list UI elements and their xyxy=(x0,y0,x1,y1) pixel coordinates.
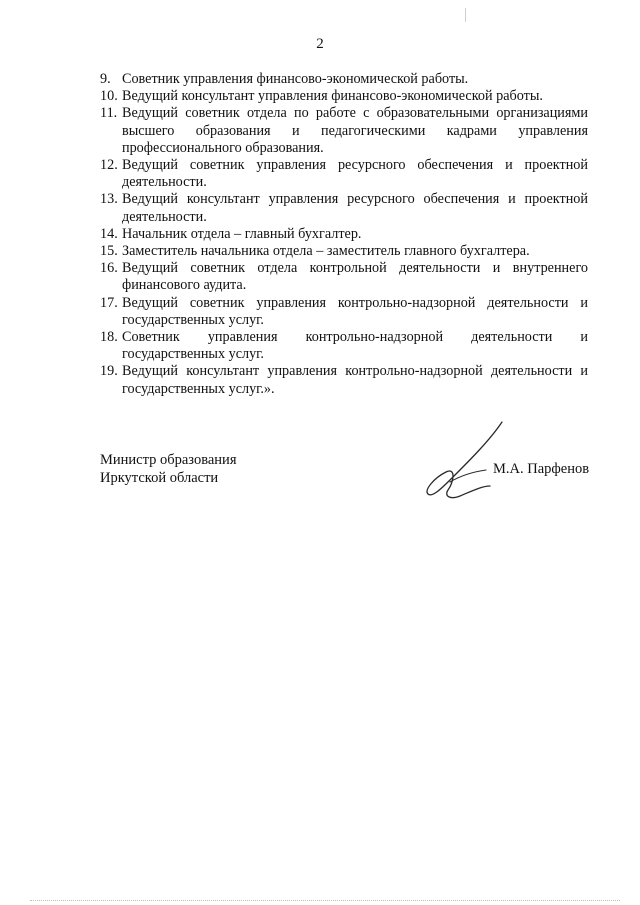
scan-artifact-mark xyxy=(465,8,466,22)
list-item xyxy=(100,363,588,397)
list-item xyxy=(100,71,588,88)
list-item-number: 18. xyxy=(100,329,118,346)
list-item-number: 19. xyxy=(100,363,118,380)
list-item-number: 15. xyxy=(100,243,118,260)
list-item xyxy=(100,260,588,294)
signatory-position xyxy=(100,452,236,487)
list-item-text: Заместитель начальника отдела – заместитель главного бухгалтера. xyxy=(122,243,530,260)
signatory-position-line-2: Иркутской области xyxy=(100,469,219,486)
list-item xyxy=(100,157,588,191)
list-item-number: 12. xyxy=(100,157,118,174)
list-item-text: Ведущий советник управления контрольно-надзорной деятельности и государственных услуг. xyxy=(122,294,588,328)
list-item-number: 14. xyxy=(100,225,118,242)
page-number: 2 xyxy=(316,36,324,52)
list-item-number: 17. xyxy=(100,294,118,311)
list-item-number: 13. xyxy=(100,191,118,208)
list-item xyxy=(100,88,588,105)
position-list xyxy=(100,71,588,398)
list-item-number: 9. xyxy=(100,71,111,87)
list-item-number: 11. xyxy=(100,105,118,122)
list-item-text: Ведущий советник отдела по работе с образовательными организациями высшего образования и педагогическими кадрами управления профессионального образования. xyxy=(122,105,588,156)
list-item-text: Ведущий советник отдела контрольной деятельности и внутреннего финансового аудита. xyxy=(122,260,588,294)
list-item xyxy=(100,191,588,225)
list-item-text: Ведущий консультант управления контрольно-надзорной деятельности и государственных услуг.». xyxy=(122,363,588,397)
list-item-text: Ведущий консультант управления ресурсного обеспечения и проектной деятельности. xyxy=(122,191,588,225)
list-item-number: 10. xyxy=(100,88,118,105)
list-item-text: Советник управления контрольно-надзорной деятельности и государственных услуг. xyxy=(122,329,588,363)
list-item xyxy=(100,295,588,329)
list-item-text: Советник управления финансово-экономической работы. xyxy=(122,71,469,87)
list-item xyxy=(100,105,588,157)
signatory-name: М.А. Парфенов xyxy=(493,461,590,477)
signatory-position-line-1: Министр образования xyxy=(100,452,237,468)
list-item xyxy=(100,226,588,243)
list-item-number: 16. xyxy=(100,260,118,277)
list-item xyxy=(100,329,588,363)
list-item xyxy=(100,243,588,260)
scan-edge-line xyxy=(30,900,620,901)
list-item-text: Ведущий консультант управления финансово-экономической работы. xyxy=(122,88,543,105)
list-item-text: Ведущий советник управления ресурсного обеспечения и проектной деятельности. xyxy=(122,157,588,191)
list-item-text: Начальник отдела – главный бухгалтер. xyxy=(122,225,362,242)
